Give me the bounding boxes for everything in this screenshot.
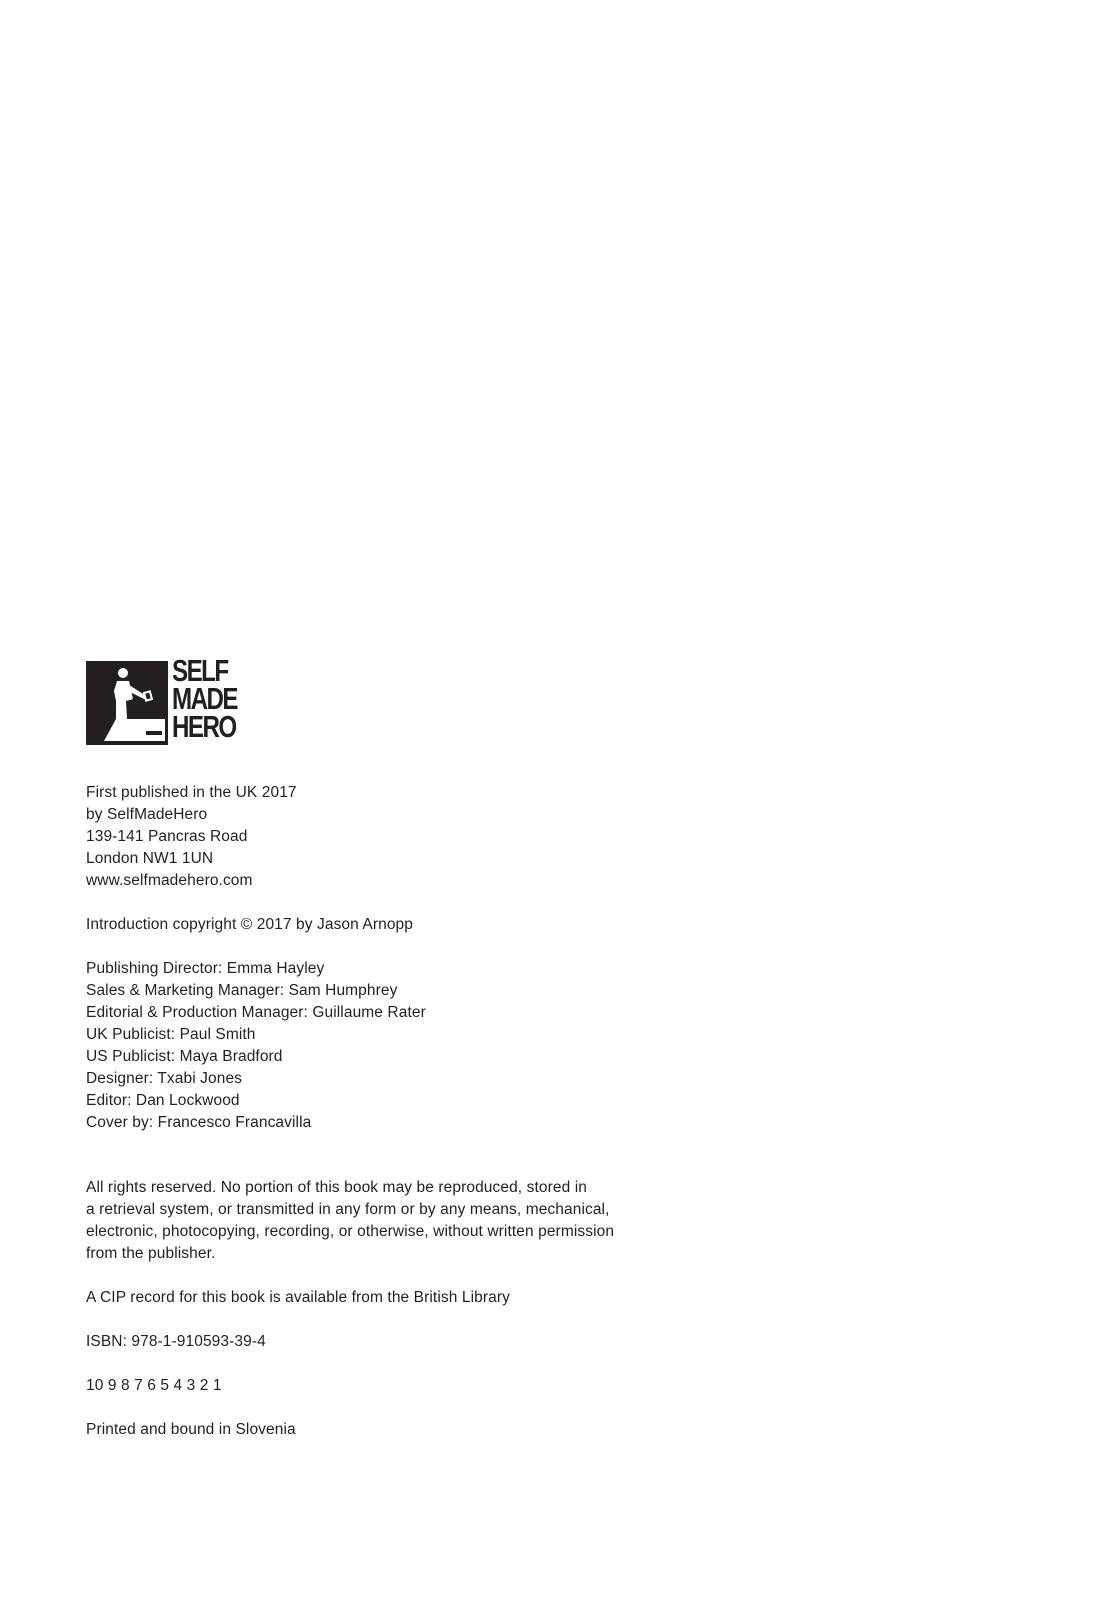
rights-line: from the publisher.: [86, 1245, 216, 1262]
publication-line: First published in the UK 2017: [86, 784, 297, 801]
rights-statement: [86, 1177, 614, 1265]
publisher-website: www.selfmadehero.com: [86, 872, 253, 889]
rights-line: All rights reserved. No portion of this book may be reproduced, stored in: [86, 1179, 587, 1196]
selfmadehero-logo: [86, 653, 238, 745]
credit-line: Editor: Dan Lockwood: [86, 1092, 240, 1109]
publication-line: by SelfMadeHero: [86, 806, 208, 823]
credit-line: US Publicist: Maya Bradford: [86, 1048, 283, 1065]
rights-line: a retrieval system, or transmitted in any form or by any means, mechanical,: [86, 1201, 610, 1218]
isbn: [86, 1331, 266, 1353]
printer-key: [86, 1375, 222, 1397]
credit-line: Editorial & Production Manager: Guillaume Rater: [86, 1004, 426, 1021]
print-line: 10 9 8 7 6 5 4 3 2 1: [86, 1377, 222, 1394]
credit-line: UK Publicist: Paul Smith: [86, 1026, 256, 1043]
cip-record: [86, 1287, 510, 1309]
publication-line: London NW1 1UN: [86, 850, 214, 867]
logo-line-hero: HERO: [172, 709, 236, 744]
credit-line: Publishing Director: Emma Hayley: [86, 960, 325, 977]
copyright-line: Introduction copyright © 2017 by Jason Arnopp: [86, 916, 413, 933]
copyright-notice: [86, 914, 413, 936]
credit-line: Sales & Marketing Manager: Sam Humphrey: [86, 982, 398, 999]
cip-line: A CIP record for this book is available from the British Library: [86, 1289, 510, 1306]
rights-line: electronic, photocopying, recording, or otherwise, without written permission: [86, 1223, 615, 1240]
isbn-line: ISBN: 978-1-910593-39-4: [86, 1333, 266, 1350]
printed-line: Printed and bound in Slovenia: [86, 1421, 296, 1438]
staff-credits: [86, 958, 426, 1134]
credit-line: Designer: Txabi Jones: [86, 1070, 243, 1087]
credit-line: Cover by: Francesco Francavilla: [86, 1114, 312, 1131]
publication-details: [86, 782, 297, 892]
logo-wordmark: [172, 653, 242, 744]
printed-in: [86, 1419, 296, 1441]
logo-line-self: SELF: [172, 653, 228, 688]
publication-line: 139-141 Pancras Road: [86, 828, 248, 845]
logo-line-made: MADE: [172, 681, 237, 716]
